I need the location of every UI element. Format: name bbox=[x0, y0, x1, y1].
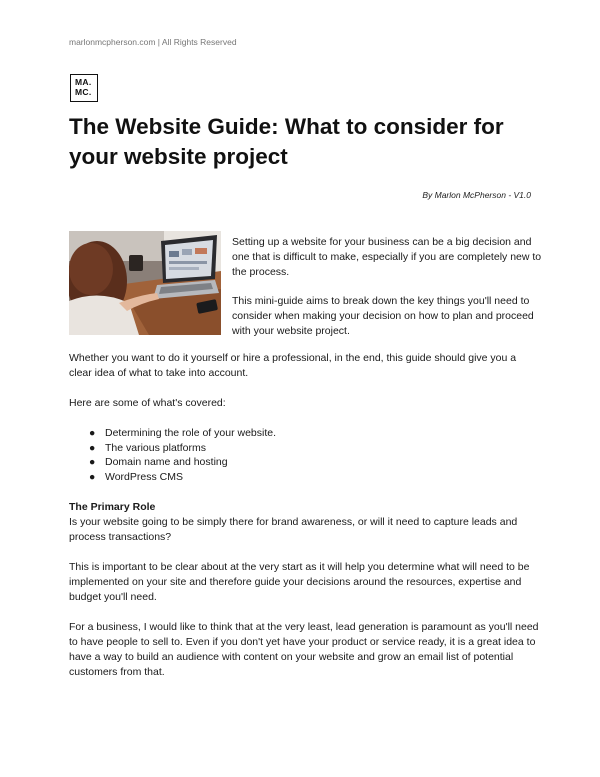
section-paragraph-1: Is your website going to be simply there for brand awareness, or will it need to capture leads and process transactions? bbox=[69, 516, 518, 543]
body-paragraph-2: Here are some of what's covered: bbox=[69, 397, 226, 409]
header-copyright-note: marlonmcpherson.com | All Rights Reserved bbox=[69, 37, 237, 47]
logo-line-1: MA. bbox=[75, 77, 92, 87]
section-paragraph-2: This is important to be clear about at the very start as it will help you determine what will need to be implemented on your site and therefore guide your decisions around the resources, expertise and budget you'll need. bbox=[69, 561, 530, 603]
list-item bbox=[89, 426, 539, 441]
list-item-text: Domain name and hosting bbox=[105, 456, 228, 468]
intro-paragraph-1: Setting up a website for your business can be a big decision and one that is difficult to make, especially if you are completely new to the process. bbox=[232, 236, 542, 278]
section-heading: The Primary Role bbox=[69, 501, 156, 513]
list-item-text: The various platforms bbox=[105, 441, 206, 454]
body-paragraph-1: Whether you want to do it yourself or hire a professional, in the end, this guide should give you a clear idea of what to take into account. bbox=[69, 352, 517, 379]
bullet-icon: ● bbox=[89, 427, 96, 439]
author-byline: By Marlon McPherson - V1.0 bbox=[422, 190, 531, 200]
brand-logo bbox=[70, 74, 98, 102]
section-paragraph-3: For a business, I would like to think that at the very least, lead generation is paramount as you'll need to have people to sell to. Even if you don't yet have your product or service ready, it is a great idea to have a way to build an audience with content on your website and grow an email list of potential customers from that. bbox=[69, 621, 539, 678]
intro-paragraph-2: This mini-guide aims to break down the key things you'll need to consider when making your decision on how to plan and proceed with your website project. bbox=[232, 295, 534, 337]
bullet-icon: ● bbox=[89, 441, 96, 454]
document-title: The Website Guide: What to consider for your website project bbox=[69, 114, 504, 169]
logo-line-2: MC. bbox=[75, 86, 92, 97]
list-item bbox=[89, 441, 539, 456]
laptop-photo bbox=[69, 231, 221, 335]
list-item-text: Determining the role of your website. bbox=[105, 427, 276, 439]
intro-block bbox=[232, 235, 542, 353]
bullet-icon: ● bbox=[89, 456, 96, 468]
main-content bbox=[69, 351, 539, 695]
list-item bbox=[89, 470, 539, 485]
bullet-icon: ● bbox=[89, 470, 96, 483]
list-item bbox=[89, 455, 539, 470]
list-item-text: WordPress CMS bbox=[105, 470, 183, 483]
covered-topics-list bbox=[69, 426, 539, 484]
